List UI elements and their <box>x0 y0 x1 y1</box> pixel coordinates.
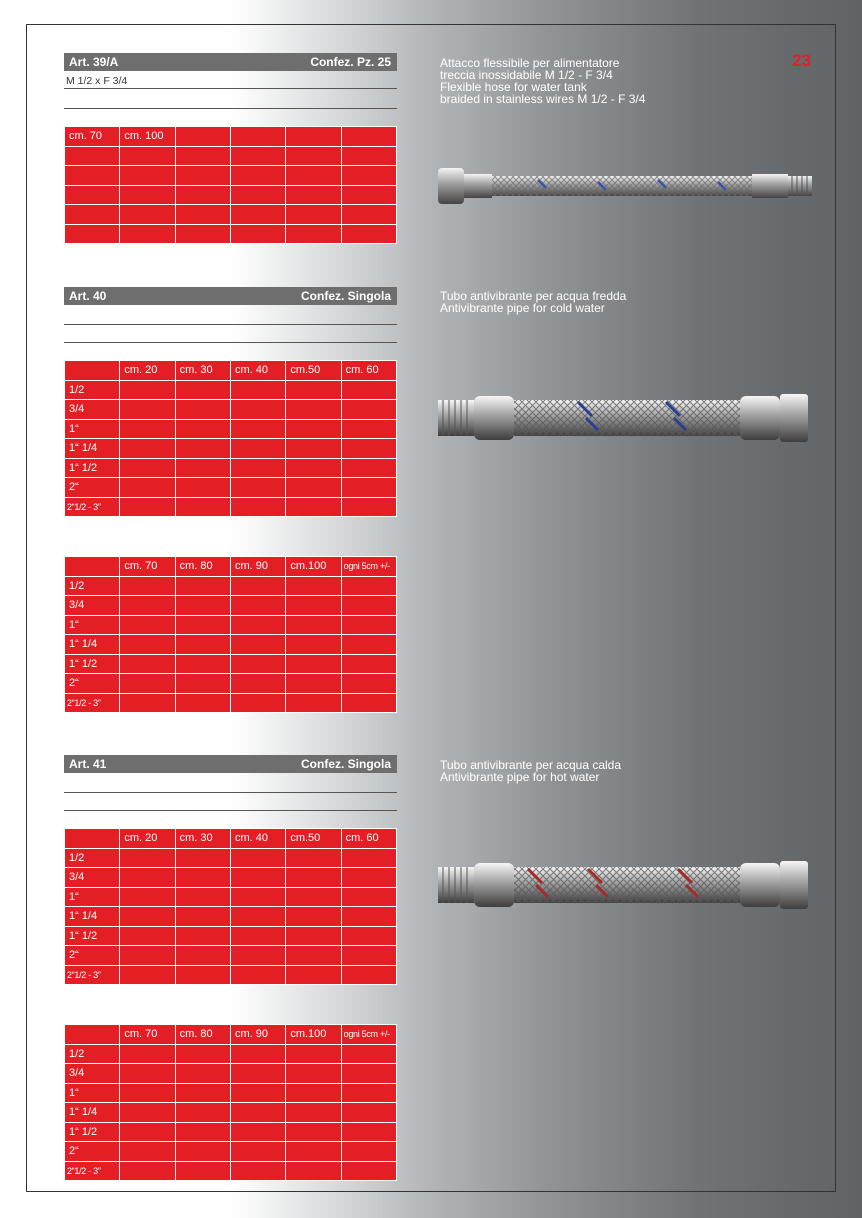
table-row <box>65 887 397 907</box>
size-label: 2“ <box>65 1142 120 1162</box>
size-label: 1/2 <box>65 848 120 868</box>
table-header-row <box>65 127 397 147</box>
price-table-41-short <box>64 828 397 985</box>
divider <box>64 792 397 793</box>
section-title: Art. 39/A <box>69 55 119 69</box>
column-header: cm. 80 <box>175 1025 230 1045</box>
description-line: Attacco flessibile per alimentatore <box>440 56 620 70</box>
description-line: treccia inossidabile M 1/2 - F 3/4 <box>440 68 613 82</box>
section-packaging: Confez. Singola <box>301 289 391 303</box>
size-label: 3/4 <box>65 596 120 616</box>
column-header: ogni 5cm +/- <box>341 557 396 577</box>
table-row <box>65 185 397 205</box>
table-row <box>65 224 397 244</box>
table-row <box>65 965 397 985</box>
size-label: 2“1/2 - 3” <box>65 1161 120 1181</box>
hot-water-pipe-image <box>438 855 818 915</box>
divider <box>64 324 397 325</box>
size-label: 3/4 <box>65 400 120 420</box>
table-header-row <box>65 361 397 381</box>
column-header: cm. 40 <box>230 829 285 849</box>
size-label: 1/2 <box>65 1044 120 1064</box>
divider <box>64 810 397 811</box>
table-row <box>65 478 397 498</box>
description-line: Antivibrante pipe for cold water <box>440 301 605 315</box>
size-label: 2“ <box>65 946 120 966</box>
table-header-row <box>65 829 397 849</box>
section-packaging: Confez. Singola <box>301 757 391 771</box>
table-row <box>65 615 397 635</box>
table-row <box>65 439 397 459</box>
description-line: Tubo antivibrante per acqua fredda <box>440 289 627 303</box>
table-row <box>65 458 397 478</box>
table-header-row <box>65 557 397 577</box>
table-header-row <box>65 1025 397 1045</box>
table-row <box>65 848 397 868</box>
column-header <box>230 127 285 147</box>
product-description-39a <box>440 57 645 105</box>
table-row <box>65 380 397 400</box>
table-row <box>65 1064 397 1084</box>
table-row <box>65 907 397 927</box>
column-header <box>175 127 230 147</box>
table-row <box>65 576 397 596</box>
column-header <box>65 361 120 381</box>
table-row <box>65 400 397 420</box>
page-number: 23 <box>792 51 811 70</box>
table-row <box>65 674 397 694</box>
size-label: 1“ 1/4 <box>65 439 120 459</box>
size-label: 1/2 <box>65 576 120 596</box>
flexible-hose-image <box>438 162 818 212</box>
column-header: cm. 70 <box>120 557 175 577</box>
table-row <box>65 1083 397 1103</box>
column-header: cm. 30 <box>175 361 230 381</box>
table-row <box>65 419 397 439</box>
description-line: Antivibrante pipe for hot water <box>440 770 600 784</box>
section-subtitle: M 1/2 x F 3/4 <box>64 73 397 89</box>
table-row <box>65 1103 397 1123</box>
size-label: 1/2 <box>65 380 120 400</box>
size-label: 2“1/2 - 3” <box>65 693 120 713</box>
description-line: braided in stainless wires M 1/2 - F 3/4 <box>440 92 646 106</box>
column-header: cm. 20 <box>120 829 175 849</box>
size-label: 2“ <box>65 674 120 694</box>
size-label: 1“ 1/4 <box>65 907 120 927</box>
size-label: 1“ 1/4 <box>65 1103 120 1123</box>
column-header <box>65 829 120 849</box>
price-table-41-long <box>64 1024 397 1181</box>
size-label: 1“ <box>65 419 120 439</box>
column-header: cm. 30 <box>175 829 230 849</box>
table-row <box>65 166 397 186</box>
size-label: 1“ 1/4 <box>65 635 120 655</box>
size-label: 2“1/2 - 3” <box>65 497 120 517</box>
size-label: 1“ 1/2 <box>65 654 120 674</box>
size-label: 1“ 1/2 <box>65 926 120 946</box>
cold-water-pipe-image <box>438 388 818 448</box>
table-row <box>65 146 397 166</box>
column-header: cm. 60 <box>341 829 396 849</box>
description-line: Flexible hose for water tank <box>440 80 587 94</box>
column-header: cm. 70 <box>65 127 120 147</box>
column-header: ogni 5cm +/- <box>341 1025 396 1045</box>
section-header-39a <box>64 53 397 71</box>
size-label: 1“ 1/2 <box>65 1122 120 1142</box>
section-header-40 <box>64 287 397 305</box>
table-row <box>65 1122 397 1142</box>
column-header: cm. 40 <box>230 361 285 381</box>
size-label: 3/4 <box>65 1064 120 1084</box>
table-row <box>65 868 397 888</box>
table-row <box>65 946 397 966</box>
column-header <box>286 127 341 147</box>
table-row <box>65 205 397 225</box>
size-label: 2“1/2 - 3” <box>65 965 120 985</box>
column-header: cm. 60 <box>341 361 396 381</box>
size-label: 2“ <box>65 478 120 498</box>
price-table-40-long <box>64 556 397 713</box>
size-label: 3/4 <box>65 868 120 888</box>
column-header: cm. 90 <box>230 1025 285 1045</box>
price-table-40-short <box>64 360 397 517</box>
table-row <box>65 497 397 517</box>
table-row <box>65 635 397 655</box>
column-header: cm. 70 <box>120 1025 175 1045</box>
divider <box>64 342 397 343</box>
section-header-41 <box>64 755 397 773</box>
column-header: cm. 80 <box>175 557 230 577</box>
price-table-39a <box>64 126 397 244</box>
section-title: Art. 41 <box>69 757 107 771</box>
column-header: cm.100 <box>286 1025 341 1045</box>
column-header: cm.50 <box>286 829 341 849</box>
column-header <box>341 127 396 147</box>
column-header <box>65 557 120 577</box>
column-header: cm. 100 <box>120 127 175 147</box>
description-line: Tubo antivibrante per acqua calda <box>440 758 622 772</box>
column-header: cm. 20 <box>120 361 175 381</box>
table-row <box>65 926 397 946</box>
table-row <box>65 1161 397 1181</box>
product-description-40 <box>440 290 626 314</box>
size-label: 1“ <box>65 1083 120 1103</box>
table-row <box>65 1142 397 1162</box>
section-title: Art. 40 <box>69 289 107 303</box>
column-header: cm.50 <box>286 361 341 381</box>
table-row <box>65 1044 397 1064</box>
table-row <box>65 654 397 674</box>
column-header <box>65 1025 120 1045</box>
size-label: 1“ <box>65 887 120 907</box>
column-header: cm.100 <box>286 557 341 577</box>
divider <box>64 108 397 109</box>
size-label: 1“ <box>65 615 120 635</box>
table-row <box>65 596 397 616</box>
product-description-41 <box>440 759 621 783</box>
column-header: cm. 90 <box>230 557 285 577</box>
table-row <box>65 693 397 713</box>
section-packaging: Confez. Pz. 25 <box>310 55 391 69</box>
size-label: 1“ 1/2 <box>65 458 120 478</box>
